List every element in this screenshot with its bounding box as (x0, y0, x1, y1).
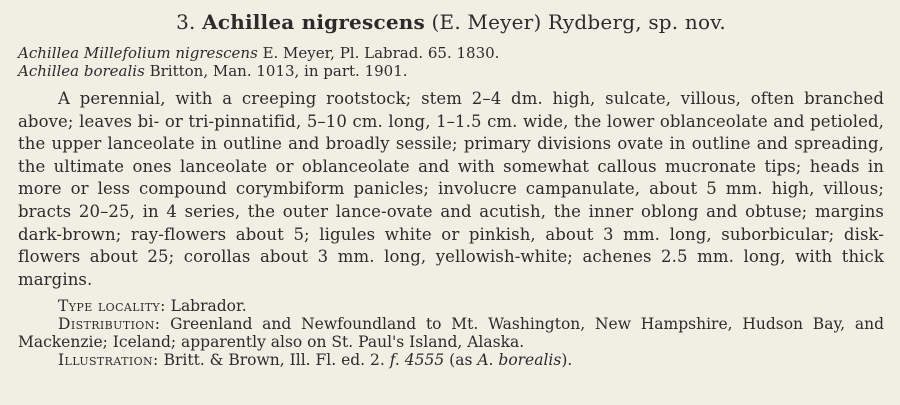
illustration-text: (as (444, 351, 478, 370)
distribution-text: Greenland and Newfoundland to Mt. Washington, New Hampshire, Hudson Bay, and Mackenzie; Iceland; apparently also on St. Paul's Island, Alaska. (18, 315, 884, 352)
synonym-line (18, 44, 884, 62)
type-locality-note (18, 297, 884, 315)
illustration-text: ). (561, 351, 573, 370)
synonym-line (18, 62, 884, 80)
distribution-note (18, 315, 884, 351)
illustration-figure: f. 4555 (389, 351, 445, 370)
distribution-label: Distribution: (58, 315, 161, 334)
species-authority: (E. Meyer) Rydberg, sp. nov. (431, 10, 726, 34)
synonym-name: Achillea Millefolium nigrescens (18, 44, 258, 62)
type-locality-label: Type locality: (58, 297, 166, 316)
species-notes (18, 297, 884, 369)
illustration-text: Britt. & Brown, Ill. Fl. ed. 2. (158, 351, 390, 370)
species-description: A perennial, with a creeping rootstock; stem 2–4 dm. high, sulcate, villous, often branched above; leaves bi- or tri-pinnatifid, 5–10 cm. long, 1–1.5 cm. wide, the lower oblanceolate and petioled, the upper lanceolate in outline and broadly sessile; primary divisions ovate in outline and spreading, the ultimate ones lanceolate or oblanceolate and with somewhat callous mucronate tips; heads in more or less compound corymbiform panicles; involucre campanulate, about 5 mm. high, villous; bracts 20–25, in 4 series, the outer lance-ovate and acutish, the inner oblong and obtuse; margins dark-brown; ray-flowers about 5; ligules white or pinkish, about 3 mm. long, suborbicular; disk-flowers about 25; corollas about 3 mm. long, yellowish-white; achenes 2.5 mm. long, with thick margins. (18, 89, 884, 289)
species-number: 3. (176, 10, 196, 34)
synonym-citation: E. Meyer, Pl. Labrad. 65. 1830. (262, 44, 500, 62)
type-locality-text: Labrador. (165, 297, 247, 316)
illustration-note (18, 351, 884, 369)
species-name: Achillea nigrescens (202, 10, 425, 34)
synonym-citation: Britton, Man. 1013, in part. 1901. (149, 62, 408, 80)
synonym-name: Achillea borealis (18, 62, 145, 80)
illustration-label: Illustration: (58, 351, 159, 370)
species-heading (18, 8, 884, 36)
illustration-as-name: A. borealis (477, 351, 562, 370)
